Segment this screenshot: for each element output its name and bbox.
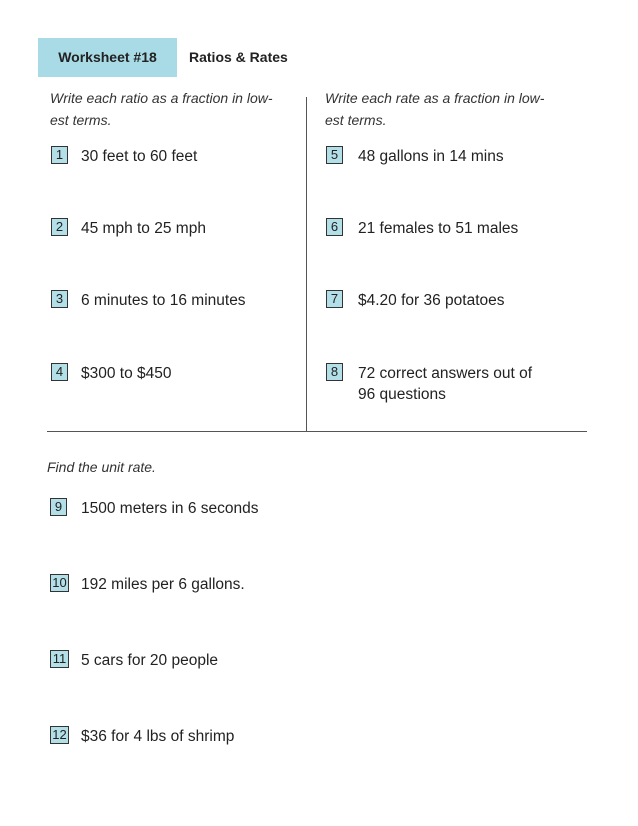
problem-text: 48 gallons in 14 mins	[358, 148, 504, 165]
worksheet-title: Ratios & Rates	[189, 49, 288, 65]
problem-text: 6 minutes to 16 minutes	[81, 292, 246, 309]
problem-text: $36 for 4 lbs of shrimp	[81, 728, 235, 745]
problem-number-badge: 12	[50, 726, 69, 744]
column-divider	[306, 97, 307, 432]
problem-number-badge: 2	[51, 218, 68, 236]
problem-number-badge: 5	[326, 146, 343, 164]
problem-text: $4.20 for 36 potatoes	[358, 292, 505, 309]
problem-text-line2: 96 questions	[358, 386, 446, 403]
problem-text: 72 correct answers out of	[358, 365, 533, 382]
problem-number-badge: 11	[50, 650, 69, 668]
problem-number-badge: 10	[50, 574, 69, 592]
problem-number-badge: 1	[51, 146, 68, 164]
section-divider	[47, 431, 587, 432]
problem-number-badge: 8	[326, 363, 343, 381]
left-instruction-line2: est terms.	[50, 112, 112, 128]
problem-text: 30 feet to 60 feet	[81, 148, 198, 165]
problem-text: 5 cars for 20 people	[81, 652, 219, 669]
problem-text: 45 mph to 25 mph	[81, 220, 206, 237]
problem-text: $300 to $450	[81, 365, 172, 382]
left-instruction	[50, 87, 273, 131]
worksheet-number-tab: Worksheet #18	[38, 38, 177, 77]
problem-number-badge: 4	[51, 363, 68, 381]
right-instruction-line2: est terms.	[325, 112, 387, 128]
right-instruction	[325, 87, 544, 131]
problem-number-badge: 7	[326, 290, 343, 308]
problem-number-badge: 3	[51, 290, 68, 308]
problem-number-badge: 9	[50, 498, 67, 516]
problem-text: 1500 meters in 6 seconds	[81, 500, 259, 517]
problem-number-badge: 6	[326, 218, 343, 236]
right-instruction-line1: Write each rate as a fraction in low-	[325, 90, 545, 106]
problem-text: 21 females to 51 males	[358, 220, 519, 237]
left-instruction-line1: Write each ratio as a fraction in low-	[50, 90, 273, 106]
problem-text: 192 miles per 6 gallons.	[81, 576, 245, 593]
unit-rate-instruction: Find the unit rate.	[47, 459, 156, 475]
